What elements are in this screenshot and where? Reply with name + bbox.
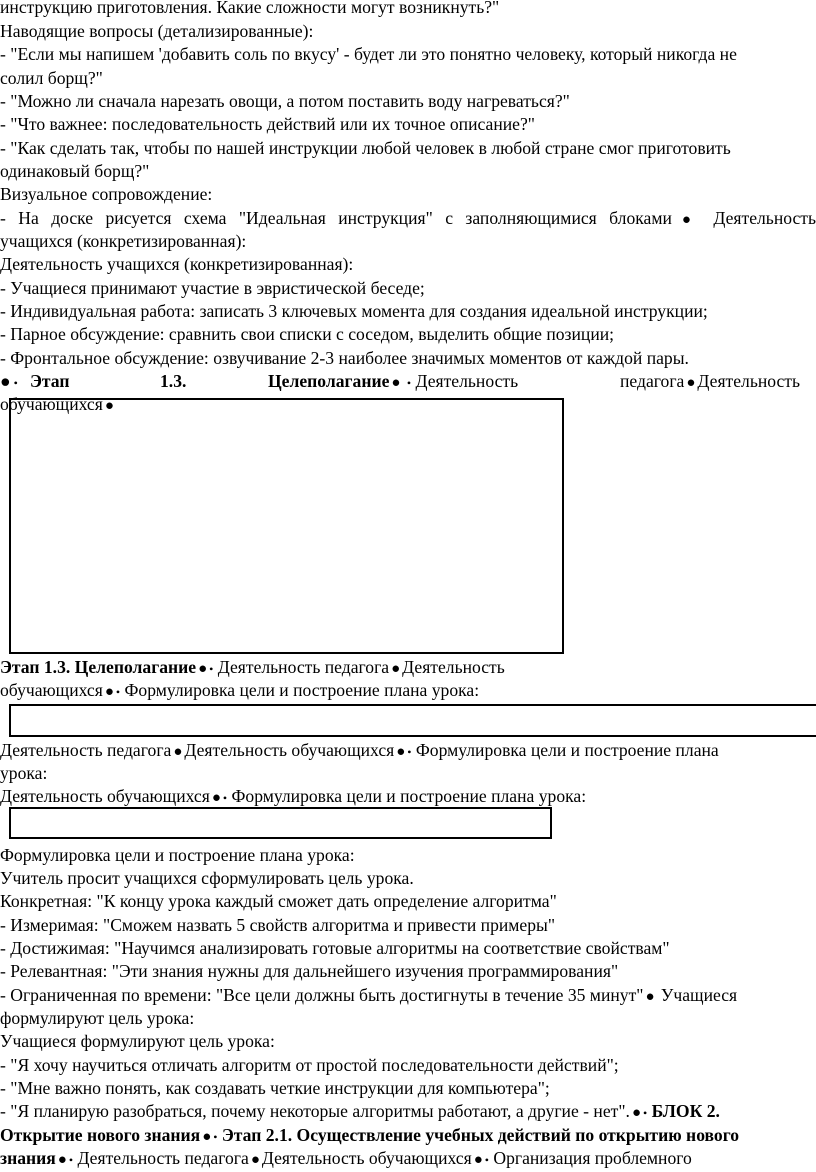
paragraph: - Достижимая: "Научимся анализировать готовые алгоритмы на соответствие свойствам" bbox=[0, 938, 670, 958]
bullet-icon: ● bbox=[57, 1152, 67, 1168]
paragraph: формулируют цель урока: bbox=[0, 1008, 195, 1028]
text: педагога bbox=[620, 371, 685, 391]
paragraph: урока: bbox=[0, 763, 48, 783]
bullet-icon: ● bbox=[104, 684, 114, 700]
paragraph: - Фронтальное обсуждение: озвучивание 2-3 наиболее значимых моментов от каждой пары. bbox=[0, 348, 689, 368]
bullet-icon: ● bbox=[173, 744, 183, 760]
text: Формулировка цели и построение плана урока: bbox=[227, 786, 587, 806]
text: Деятельность обучающихся bbox=[261, 1148, 472, 1168]
bullet-icon: ● bbox=[645, 989, 655, 1005]
bullet-icon: ● bbox=[202, 1129, 212, 1145]
paragraph: - Индивидуальная работа: записать 3 ключевых момента для создания идеальной инструкции; bbox=[0, 301, 708, 321]
paragraph: знания ● • Деятельность педагога ● Деятельность обучающихся ● • Организация проблемного bbox=[0, 1148, 692, 1168]
paragraph: Учитель просит учащихся сформулировать цель урока. bbox=[0, 868, 414, 888]
text: Деятельность педагога bbox=[73, 1148, 249, 1168]
text: Деятельность bbox=[415, 371, 519, 391]
paragraph: - Парное обсуждение: сравнить свои списки с соседом, выделить общие позиции; bbox=[0, 324, 615, 344]
text: Этап bbox=[30, 371, 70, 391]
paragraph: обучающихся ● • Формулировка цели и построение плана урока: bbox=[0, 680, 480, 700]
text: Деятельность обучающихся bbox=[184, 740, 395, 760]
bullet-icon: ● bbox=[391, 661, 401, 677]
text: 1.3. bbox=[160, 371, 187, 391]
empty-frame bbox=[9, 807, 552, 839]
paragraph: - "Что важнее: последовательность действий или их точное описание?" bbox=[0, 114, 535, 134]
bullet-icon: ● bbox=[473, 1152, 483, 1168]
text: - "Я планирую разобраться, почему некоторые алгоритмы работают, а другие - нет". bbox=[0, 1101, 630, 1121]
paragraph: Конкретная: "К концу урока каждый сможет дать определение алгоритма" bbox=[0, 891, 557, 911]
paragraph: солил борщ?" bbox=[0, 68, 103, 88]
paragraph: - "Если мы напишем 'добавить соль по вкусу' - будет ли это понятно человеку, который никогда не bbox=[0, 44, 737, 64]
text bbox=[620, 370, 800, 395]
bullet-icon: ● bbox=[250, 1152, 260, 1168]
paragraph: Деятельность обучающихся ● • Формулировка цели и построение плана урока: bbox=[0, 786, 587, 806]
paragraph: - Релевантная: "Эти знания нужны для дальнейшего изучения программирования" bbox=[0, 961, 619, 981]
paragraph: Учащиеся формулируют цель урока: bbox=[0, 1031, 275, 1051]
text: Этап 1.3. Целеполагание bbox=[0, 657, 197, 677]
text: - Ограниченная по времени: "Все цели должны быть достигнуты в течение 35 минут" bbox=[0, 985, 644, 1005]
paragraph: учащихся (конкретизированная): bbox=[0, 231, 247, 251]
paragraph: Наводящие вопросы (детализированные): bbox=[0, 21, 314, 41]
paragraph: Формулировка цели и построение плана урока: bbox=[0, 845, 355, 865]
empty-frame bbox=[9, 398, 564, 654]
text: Учащиеся bbox=[656, 985, 738, 1005]
bullet-icon: ● bbox=[631, 1105, 641, 1121]
bullet-icon: ● bbox=[198, 661, 208, 677]
text: обучающихся bbox=[0, 680, 103, 700]
text: обучающихся bbox=[0, 394, 103, 414]
text: Деятельность bbox=[701, 208, 816, 228]
stage-heading bbox=[0, 370, 816, 393]
paragraph bbox=[0, 984, 816, 1007]
paragraph: - Измеримая: "Сможем назвать 5 свойств алгоритма и привести примеры" bbox=[0, 915, 556, 935]
bullet-icon: ● bbox=[104, 398, 114, 414]
text: Деятельность педагога bbox=[0, 740, 172, 760]
paragraph: Открытие нового знания ● • Этап 2.1. Осуществление учебных действий по открытию нового bbox=[0, 1125, 740, 1145]
paragraph: - Учащиеся принимают участие в эвристической беседе; bbox=[0, 278, 425, 298]
paragraph: инструкцию приготовления. Какие сложности могут возникнуть?" bbox=[0, 0, 500, 17]
text: - На доске рисуется схема "Идеальная инструкция" с заполняющимися блоками bbox=[0, 208, 672, 228]
text: Целеполагание ● • Деятельность bbox=[268, 371, 519, 391]
text: Целеполагание bbox=[268, 371, 390, 391]
bullet-icon: ● bbox=[686, 375, 696, 391]
text: Этап 2.1. Осуществление учебных действий по открытию нового bbox=[221, 1125, 740, 1145]
paragraph: - "Можно ли сначала нарезать овощи, а потом поставить воду нагреваться?" bbox=[0, 91, 570, 111]
text: Деятельность педагога bbox=[213, 657, 390, 677]
paragraph bbox=[0, 207, 816, 230]
bullet-icon: ● bbox=[396, 744, 406, 760]
empty-frame bbox=[9, 704, 816, 737]
bullet-icon: ● bbox=[391, 375, 401, 391]
paragraph: Деятельность педагога ● Деятельность обучающихся ● • Формулировка цели и построение плана bbox=[0, 740, 719, 760]
paragraph: Визуальное сопровождение: bbox=[0, 184, 213, 204]
paragraph: - "Мне важно понять, как создавать четкие инструкции для компьютера"; bbox=[0, 1078, 550, 1098]
text: Формулировка цели и построение плана урока: bbox=[120, 680, 480, 700]
text: Организация проблемного bbox=[488, 1148, 692, 1168]
bullet-icon: ● • bbox=[0, 371, 18, 391]
text: Деятельность bbox=[697, 371, 801, 391]
bullet-icon: ● bbox=[673, 212, 699, 228]
text: Деятельность обучающихся bbox=[0, 786, 210, 806]
paragraph: - "Как сделать так, чтобы по нашей инструкции любой человек в любой стране смог приготовить bbox=[0, 138, 731, 158]
text: БЛОК 2. bbox=[651, 1101, 720, 1121]
paragraph: - "Я хочу научиться отличать алгоритм от простой последовательности действий"; bbox=[0, 1055, 619, 1075]
paragraph: - "Я планирую разобраться, почему некоторые алгоритмы работают, а другие - нет". ● • БЛОК 2. bbox=[0, 1101, 720, 1121]
text: знания bbox=[0, 1148, 56, 1168]
bullet-icon: ● bbox=[211, 790, 221, 806]
text: Формулировка цели и построение плана bbox=[411, 740, 719, 760]
paragraph: Деятельность учащихся (конкретизированная): bbox=[0, 254, 354, 274]
paragraph: одинаковый борщ?" bbox=[0, 161, 150, 181]
text: Открытие нового знания bbox=[0, 1125, 201, 1145]
stage-heading: Этап 1.3. Целеполагание ● • Деятельность педагога ● Деятельность bbox=[0, 657, 505, 677]
text: Деятельность bbox=[402, 657, 505, 677]
